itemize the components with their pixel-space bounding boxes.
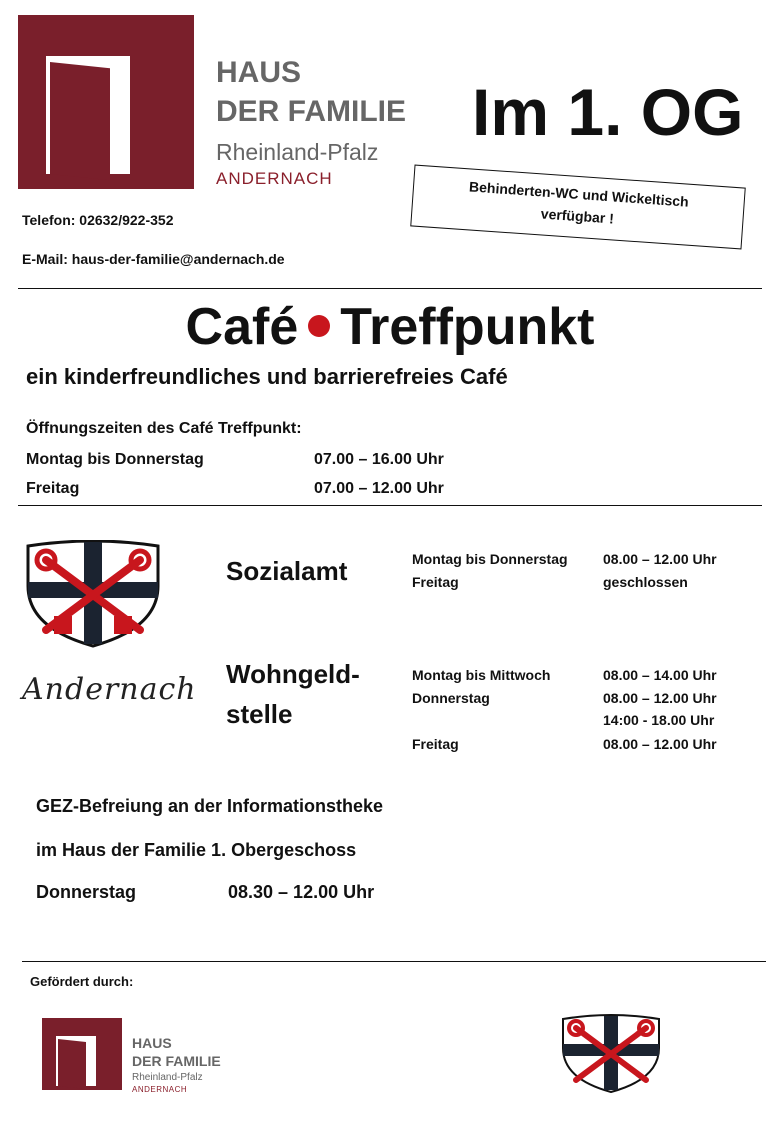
wohngeld-hours-day: Donnerstag <box>412 690 490 706</box>
wohngeld-hours-day: Freitag <box>412 736 459 752</box>
wohngeld-hours-time: 08.00 – 14.00 Uhr <box>603 667 717 683</box>
accessibility-note-line2: verfügbar ! <box>540 205 615 227</box>
sponsor-logo-text-haus: HAUS <box>132 1035 172 1051</box>
sponsor-logo-text-city: ANDERNACH <box>132 1085 188 1094</box>
cafe-hours-time: 07.00 – 16.00 Uhr <box>314 451 444 468</box>
logo-text-region: Rheinland-Pfalz <box>216 139 379 165</box>
sozialamt-hours-time: 08.00 – 12.00 Uhr <box>603 551 717 567</box>
divider <box>18 505 762 506</box>
coat-of-arms-icon <box>24 540 162 648</box>
logo-text-familie: DER FAMILIE <box>216 95 407 128</box>
gez-info-line1: GEZ-Befreiung an der Informationstheke <box>36 796 384 816</box>
wohngeld-hours-time: 08.00 – 12.00 Uhr <box>603 736 717 752</box>
sozialamt-title: Sozialamt <box>226 556 348 586</box>
divider <box>18 288 762 289</box>
red-dot-icon <box>308 315 330 337</box>
accessibility-note <box>410 164 746 249</box>
cafe-hours-time: 07.00 – 12.00 Uhr <box>314 480 444 497</box>
wohngeld-hours-time: 14:00 - 18.00 Uhr <box>603 712 715 728</box>
cafe-hours-label: Öffnungszeiten des Café Treffpunkt: <box>26 420 302 437</box>
gez-day: Donnerstag <box>36 882 137 902</box>
sozialamt-hours-time: geschlossen <box>603 574 688 590</box>
phone-number: Telefon: 02632/922-352 <box>22 212 174 228</box>
gez-time: 08.30 – 12.00 Uhr <box>228 882 375 902</box>
cafe-hours-day: Montag bis Donnerstag <box>26 451 204 468</box>
logo-text-haus: HAUS <box>216 56 302 89</box>
andernach-signature-logo: Andernach <box>22 672 197 707</box>
wohngeld-hours-time: 08.00 – 12.00 Uhr <box>603 690 717 706</box>
wohngeld-hours-day: Montag bis Mittwoch <box>412 667 551 683</box>
wohngeld-title-line2: stelle <box>226 699 293 729</box>
sozialamt-hours-day: Freitag <box>412 574 459 590</box>
sponsor-logo-text-familie: DER FAMILIE <box>132 1053 221 1069</box>
accessibility-note-line1: Behinderten-WC und Wickeltisch <box>468 178 690 210</box>
cafe-subtitle: ein kinderfreundliches und barrierefreies Café <box>26 364 508 389</box>
divider <box>22 961 766 962</box>
sponsor-label: Gefördert durch: <box>30 974 134 989</box>
floor-heading: Im 1. OG <box>472 75 744 149</box>
wohngeld-title-line1: Wohngeld- <box>226 659 360 689</box>
sponsor-door-icon <box>58 1039 86 1089</box>
gez-info-line2: im Haus der Familie 1. Obergeschoss <box>36 840 357 860</box>
cafe-title-left: Café <box>185 298 299 356</box>
sponsor-logo-text-region: Rheinland-Pfalz <box>132 1072 203 1083</box>
logo-text-city: ANDERNACH <box>216 169 333 188</box>
email-address: E-Mail: haus-der-familie@andernach.de <box>22 251 285 267</box>
cafe-hours-day: Freitag <box>26 480 80 497</box>
cafe-title <box>0 296 780 358</box>
cafe-title-right: Treffpunkt <box>340 298 595 356</box>
sponsor-coat-of-arms-icon <box>560 1014 662 1094</box>
logo-door-icon <box>50 62 110 180</box>
sozialamt-hours-day: Montag bis Donnerstag <box>412 551 568 567</box>
